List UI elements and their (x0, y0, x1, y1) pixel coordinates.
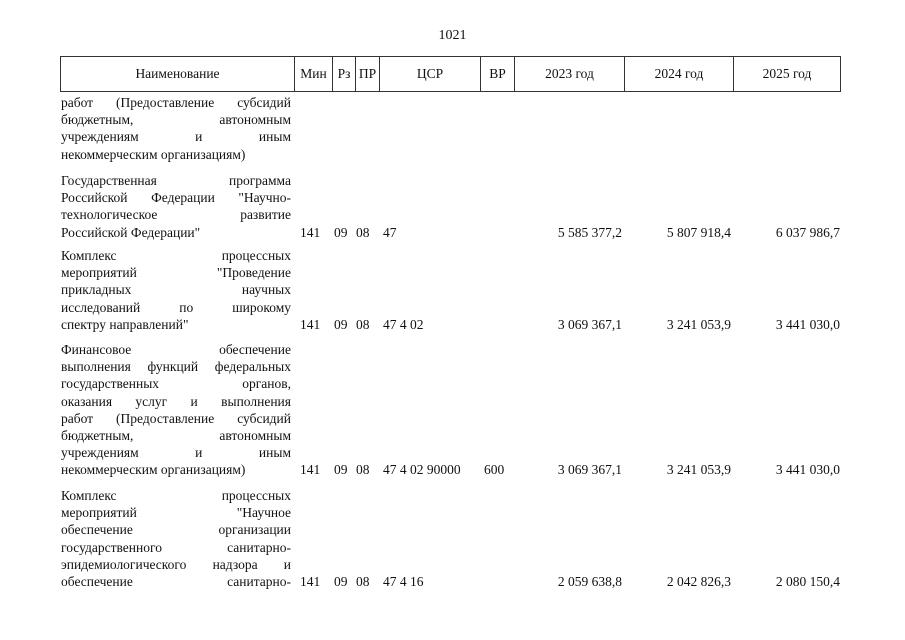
row-name-line: учреждениям и иным (61, 445, 291, 461)
row-name-line: государственного санитарно- (61, 539, 291, 555)
row-name-line: Российской Федерации" (61, 224, 201, 240)
row-name-line: прикладных научных (61, 282, 291, 298)
row-name-line: технологическое развитие (61, 207, 291, 223)
cell-2023: 5 585 377,2 (557, 225, 622, 240)
row-name-line: работ (Предоставление субсидий (61, 410, 291, 426)
cell-rz: 09 (334, 574, 348, 589)
row-name-line: Комплекс процессных (61, 488, 291, 503)
cell-2024: 5 807 918,4 (666, 225, 731, 240)
cell-2024: 3 241 053,9 (666, 462, 731, 477)
cell-pr: 08 (356, 317, 370, 332)
column-header-2024: 2024 год (625, 57, 734, 91)
cell-csr: 47 4 02 90000 (383, 462, 461, 477)
row-name-line: учреждениям и иным (61, 129, 291, 145)
row-name-line: Российской Федерации "Научно- (61, 190, 291, 206)
row-name-line: спектру направлений" (61, 316, 189, 332)
cell-rz: 09 (334, 317, 348, 332)
row-name-line: Финансовое обеспечение (61, 342, 291, 357)
row-name (61, 94, 291, 163)
cell-rz: 09 (334, 225, 348, 240)
cell-rz: 09 (334, 462, 348, 477)
cell-csr: 47 4 16 (383, 574, 424, 589)
row-name (61, 341, 291, 479)
row-name (61, 247, 291, 333)
column-header-name: Наименование (61, 57, 295, 91)
row-name (61, 487, 291, 590)
cell-min: 141 (300, 317, 321, 332)
column-header-vr: ВР (481, 57, 515, 91)
cell-csr: 47 4 02 (383, 317, 424, 332)
row-name-line: работ (Предоставление субсидий (61, 95, 291, 110)
row-name-line: исследований по широкому (61, 299, 291, 315)
cell-2023: 3 069 367,1 (557, 462, 622, 477)
row-name-line: эпидемиологического надзора и (61, 556, 291, 572)
row-name-line: обеспечение организации (61, 522, 291, 538)
row-name-line: некоммерческим организациям) (61, 146, 246, 162)
row-name-line: оказания услуг и выполнения (61, 393, 291, 409)
cell-2024: 2 042 826,3 (666, 574, 731, 589)
row-name-line: бюджетным, автономным (61, 112, 291, 128)
row-name-line: государственных органов, (61, 376, 291, 392)
cell-2025: 2 080 150,4 (775, 574, 840, 589)
column-header-rz: Рз (333, 57, 356, 91)
table-header (60, 56, 841, 92)
cell-pr: 08 (356, 462, 370, 477)
row-name-line: бюджетным, автономным (61, 428, 291, 444)
cell-2023: 2 059 638,8 (557, 574, 622, 589)
row-name-line: выполнения функций федеральных (61, 359, 291, 375)
cell-2025: 3 441 030,0 (775, 317, 840, 332)
row-name-line: обеспечение санитарно- (61, 574, 291, 590)
cell-2025: 3 441 030,0 (775, 462, 840, 477)
page-number: 1021 (438, 28, 467, 43)
column-header-2023: 2023 год (515, 57, 625, 91)
cell-csr: 47 (383, 225, 397, 240)
cell-pr: 08 (356, 574, 370, 589)
row-name-line: Комплекс процессных (61, 248, 291, 263)
cell-min: 141 (300, 574, 321, 589)
column-header-pr: ПР (356, 57, 380, 91)
cell-vr: 600 (484, 462, 505, 477)
cell-min: 141 (300, 462, 321, 477)
row-name-line: мероприятий "Проведение (61, 265, 291, 281)
row-name (61, 172, 291, 241)
cell-2024: 3 241 053,9 (666, 317, 731, 332)
column-header-2025: 2025 год (762, 66, 812, 81)
cell-2025: 6 037 986,7 (775, 225, 840, 240)
column-header-min: Мин (295, 57, 333, 91)
row-name-line: мероприятий "Научное (61, 505, 291, 521)
cell-min: 141 (300, 225, 321, 240)
cell-pr: 08 (356, 225, 370, 240)
row-name-line: некоммерческим организациям) (61, 462, 246, 478)
column-header-csr: ЦСР (380, 57, 481, 91)
cell-2023: 3 069 367,1 (557, 317, 622, 332)
row-name-line: Государственная программа (61, 173, 291, 188)
